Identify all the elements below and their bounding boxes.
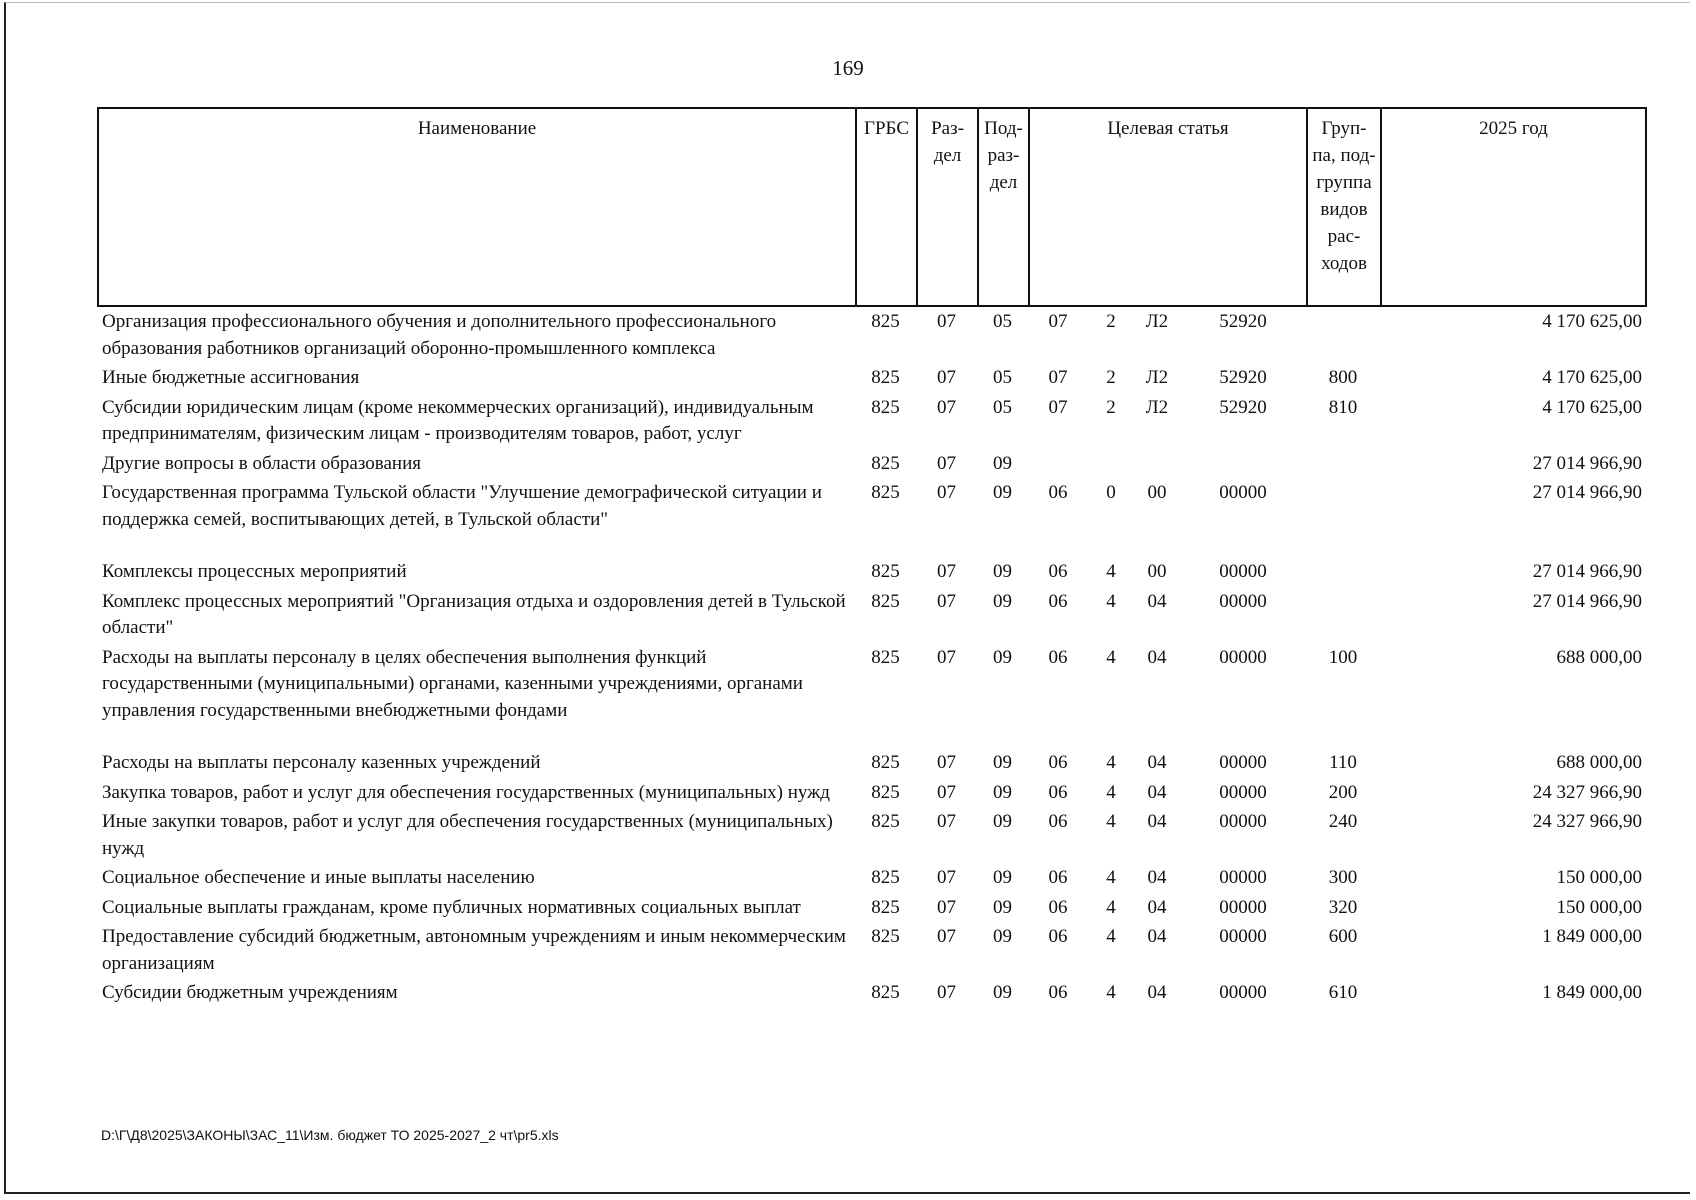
cell-rz: 07 [937,367,956,388]
budget-table [97,309,1645,1010]
cell-cs4: 00000 [1219,646,1267,668]
cell-name: Государственная программа Тульской области "Улучшение демографической ситуации и поддержка семей, воспитывающих детей, в Тульской области" [102,482,822,530]
cell-cs2: 0 [1106,482,1116,503]
cell-rz: 07 [937,896,956,918]
cell-name: Социальные выплаты гражданам, кроме публичных нормативных социальных выплат [102,896,801,918]
cell-vr: 320 [1328,896,1358,918]
cell-cs4: 00000 [1219,867,1267,888]
cell-pr: 05 [993,396,1012,418]
cell-name: Расходы на выплаты персоналу в целях обеспечения выполнения функций государственными (муниципальными) органами, казенными учреждениями, органами управления государственными внебюджетными фондами [102,646,803,721]
table-row [97,451,1645,481]
table-row [97,559,1645,589]
cell-name: Расходы на выплаты персоналу казенных учреждений [102,752,541,773]
cell-grbs: 825 [871,752,900,773]
cell-cs4: 00000 [1219,590,1267,612]
cell-sum: 1 849 000,00 [1542,926,1642,947]
cell-cs2: 4 [1106,926,1116,947]
header-name: Наименование [98,108,856,306]
cell-cs4: 00000 [1219,926,1267,947]
cell-name: Социальное обеспечение и иные выплаты населению [102,867,535,888]
cell-grbs: 825 [871,452,900,474]
cell-cs3: 04 [1147,752,1167,773]
cell-cs3: 04 [1147,867,1167,888]
cell-rz: 07 [937,781,956,803]
cell-grbs: 825 [871,311,900,332]
cell-pr: 05 [993,311,1012,332]
cell-vr: 110 [1329,752,1357,773]
cell-cs3: Л2 [1145,311,1169,332]
cell-cs3: 00 [1147,482,1167,503]
cell-sum: 27 014 966,90 [1532,482,1642,503]
cell-cs2: 4 [1106,867,1116,888]
table-row [97,865,1645,895]
cell-grbs: 825 [871,982,900,1003]
header-podrazdel: Под- раз- дел [978,108,1029,306]
cell-vr [1306,480,1380,559]
cell-sum: 4 170 625,00 [1542,311,1642,332]
cell-grbs: 825 [871,926,900,947]
header-razdel: Раз- дел [917,108,978,306]
cell-sum: 1 849 000,00 [1542,982,1642,1003]
cell-rz: 07 [937,311,956,332]
cell-sum: 150 000,00 [1556,867,1642,888]
cell-cs2: 4 [1106,896,1116,918]
cell-cs4: 00000 [1219,896,1267,918]
cell-cs3: 04 [1147,926,1167,947]
cell-cs3: 04 [1147,781,1167,803]
cell-cs1: 06 [1048,482,1068,503]
cell-pr: 09 [993,452,1012,474]
table-row [97,480,1645,559]
cell-cs4: 00000 [1219,752,1267,773]
cell-cs1: 06 [1048,781,1068,803]
cell-grbs: 825 [871,867,900,888]
cell-cs2: 4 [1106,646,1116,668]
cell-cs2: 2 [1106,367,1116,388]
cell-name: Организация профессионального обучения и дополнительного профессионального образования работников организаций оборонно-промышленного комплекса [102,311,777,359]
table-row [97,895,1645,925]
cell-pr: 09 [993,896,1012,918]
cell-rz: 07 [937,867,956,888]
cell-sum: 24 327 966,90 [1532,811,1642,832]
cell-rz: 07 [937,811,956,832]
cell-rz: 07 [937,452,956,474]
cell-name: Другие вопросы в области образования [102,452,421,474]
cell-cs2: 4 [1106,781,1116,803]
cell-sum: 27 014 966,90 [1532,590,1642,612]
cell-name: Комплексы процессных мероприятий [102,561,407,582]
cell-cs3: Л2 [1145,396,1169,418]
table-row [97,780,1645,810]
cell-vr: 800 [1328,367,1358,388]
table-row [97,645,1645,751]
cell-cs1: 06 [1048,867,1068,888]
header-gruppa-vidov-rashodov: Груп- па, под- группа видов рас- ходов [1307,108,1381,306]
table-header [97,107,1647,307]
cell-cs1: 06 [1048,896,1068,918]
cell-pr: 09 [993,482,1012,503]
cell-cs1: 06 [1048,646,1068,668]
table-row [97,589,1645,645]
cell-pr: 09 [993,590,1012,612]
cell-name: Субсидии бюджетным учреждениям [102,982,398,1003]
cell-cs4 [1180,451,1306,481]
cell-name: Иные закупки товаров, работ и услуг для обеспечения государственных (муниципальных) нужд [102,811,833,859]
cell-cs1: 06 [1048,982,1068,1003]
cell-vr [1306,589,1380,645]
file-path: D:\Г\Д8\2025\ЗАКОНЫ\ЗАС_11\Изм. бюджет ТО 2025-2027_2 чт\pr5.xls [101,1127,559,1143]
cell-cs1: 07 [1048,311,1068,332]
table-row [97,750,1645,780]
cell-cs3: 04 [1147,982,1167,1003]
header-grbs: ГРБС [856,108,917,306]
cell-rz: 07 [937,982,956,1003]
cell-cs2: 4 [1106,982,1116,1003]
cell-cs1: 06 [1048,590,1068,612]
cell-rz: 07 [937,561,956,582]
table-row [97,809,1645,865]
page-number: 169 [832,56,864,80]
cell-cs3: 04 [1147,646,1167,668]
cell-cs3: 00 [1147,561,1167,582]
cell-cs3 [1134,451,1180,481]
cell-vr: 100 [1328,646,1358,668]
cell-grbs: 825 [871,482,900,503]
cell-cs2: 4 [1106,561,1116,582]
cell-name: Предоставление субсидий бюджетным, автономным учреждениям и иным некоммерческим организациям [102,926,846,974]
cell-cs1: 06 [1048,561,1068,582]
cell-grbs: 825 [871,396,900,418]
cell-cs3: 04 [1147,811,1167,832]
cell-cs4: 52920 [1219,311,1267,332]
cell-rz: 07 [937,482,956,503]
cell-cs4: 52920 [1219,396,1267,418]
cell-pr: 09 [993,982,1012,1003]
cell-cs1: 06 [1048,752,1068,773]
table-row [97,980,1645,1010]
cell-cs4: 00000 [1219,982,1267,1003]
table-row [97,924,1645,980]
cell-cs1: 07 [1048,367,1068,388]
cell-rz: 07 [937,590,956,612]
cell-grbs: 825 [871,811,900,832]
cell-vr [1306,309,1380,365]
cell-pr: 09 [993,561,1012,582]
cell-grbs: 825 [871,367,900,388]
cell-sum: 4 170 625,00 [1542,367,1642,388]
cell-pr: 09 [993,646,1012,668]
cell-cs2: 4 [1106,752,1116,773]
cell-vr [1306,451,1380,481]
cell-grbs: 825 [871,896,900,918]
cell-cs4: 52920 [1219,367,1267,388]
cell-rz: 07 [937,752,956,773]
cell-cs2 [1088,451,1134,481]
cell-grbs: 825 [871,590,900,612]
cell-sum: 27 014 966,90 [1532,561,1642,582]
cell-cs4: 00000 [1219,561,1267,582]
cell-grbs: 825 [871,781,900,803]
cell-sum: 4 170 625,00 [1542,396,1642,418]
cell-cs1: 06 [1048,926,1068,947]
cell-name: Субсидии юридическим лицам (кроме некоммерческих организаций), индивидуальным предпринимателям, физическим лицам - производителям товаров, работ, услуг [102,396,814,444]
cell-vr: 240 [1328,811,1358,832]
cell-cs4: 00000 [1219,811,1267,832]
cell-grbs: 825 [871,561,900,582]
cell-sum: 27 014 966,90 [1532,452,1642,474]
cell-cs2: 2 [1106,396,1116,418]
table-row [97,309,1645,365]
cell-vr [1306,559,1380,589]
cell-pr: 09 [993,752,1012,773]
cell-name: Закупка товаров, работ и услуг для обеспечения государственных (муниципальных) нужд [102,781,830,803]
cell-sum: 688 000,00 [1556,752,1642,773]
header-year: 2025 год [1381,108,1646,306]
cell-rz: 07 [937,396,956,418]
cell-vr: 610 [1328,982,1358,1003]
cell-vr: 300 [1328,867,1358,888]
cell-pr: 09 [993,867,1012,888]
cell-cs4: 00000 [1219,482,1267,503]
cell-sum: 688 000,00 [1556,646,1642,668]
cell-cs3: 04 [1147,590,1167,612]
cell-grbs: 825 [871,646,900,668]
cell-cs4: 00000 [1219,781,1267,803]
table-row [97,395,1645,451]
cell-rz: 07 [937,926,956,947]
cell-cs3: 04 [1147,896,1167,918]
cell-cs2: 4 [1106,811,1116,832]
cell-pr: 05 [993,367,1012,388]
cell-vr: 200 [1328,781,1358,803]
cell-vr: 600 [1328,926,1358,947]
table-row [97,365,1645,395]
cell-sum: 150 000,00 [1556,896,1642,918]
cell-name: Иные бюджетные ассигнования [102,367,360,388]
cell-name: Комплекс процессных мероприятий "Организация отдыха и оздоровления детей в Тульской области" [102,590,846,638]
cell-cs1 [1028,451,1088,481]
cell-vr: 810 [1328,396,1358,418]
cell-pr: 09 [993,781,1012,803]
cell-pr: 09 [993,926,1012,947]
cell-rz: 07 [937,646,956,668]
cell-cs2: 4 [1106,590,1116,612]
cell-cs2: 2 [1106,311,1116,332]
cell-pr: 09 [993,811,1012,832]
header-celevaya-statya: Целевая статья [1029,108,1307,306]
cell-sum: 24 327 966,90 [1532,781,1642,803]
cell-cs1: 06 [1048,811,1068,832]
cell-cs1: 07 [1048,396,1068,418]
cell-cs3: Л2 [1145,367,1169,388]
